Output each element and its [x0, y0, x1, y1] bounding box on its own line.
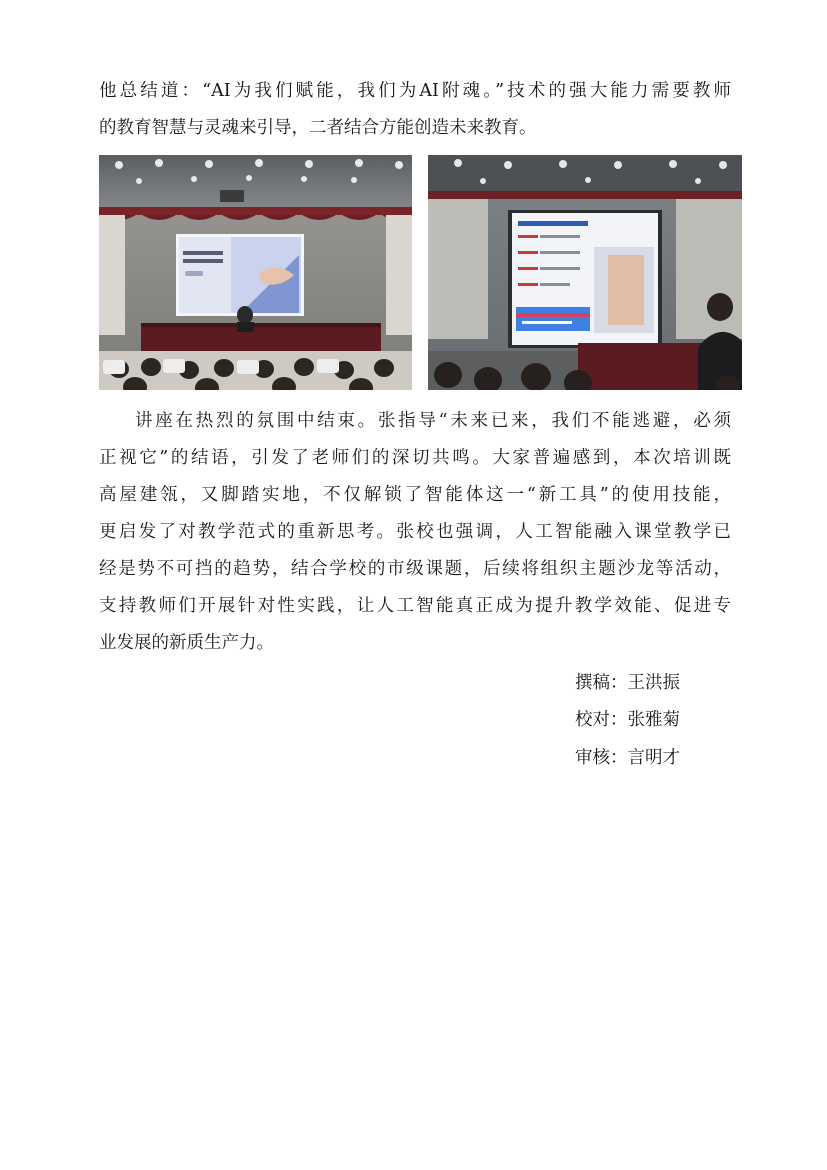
proofreader-credit: 校对：张雅菊: [575, 710, 680, 730]
closing-quote-paragraph: [99, 73, 731, 147]
lecture-hall-photo-left: [99, 155, 412, 390]
paragraph-line: 经是势不可挡的趋势，结合学校的市级课题，后续将组织主题沙龙等活动，: [99, 559, 731, 579]
paragraph-line: 高屋建瓴，又脚踏实地，不仅解锁了智能体这一“新工具”的使用技能，: [99, 485, 731, 505]
lecture-summary-paragraph: [99, 403, 731, 662]
paragraph-line: 业发展的新质生产力。: [99, 633, 274, 653]
paragraph-line: 正视它”的结语，引发了老师们的深切共鸣。大家普遍感到，本次培训既: [99, 448, 731, 468]
paragraph-line: 支持教师们开展针对性实践，让人工智能真正成为提升教学效能、促进专: [99, 596, 731, 616]
paragraph-line: 讲座在热烈的氛围中结束。张指导“未来已来，我们不能逃避，必须: [135, 411, 731, 431]
reviewer-credit: 审核：言明才: [575, 748, 680, 768]
paragraph-line: 更启发了对教学范式的重新思考。张校也强调，人工智能融入课堂教学已: [99, 522, 731, 542]
paragraph-line: 他总结道：“AI为我们赋能，我们为AI附魂。”技术的强大能力需要教师: [99, 81, 731, 101]
lecture-hall-photo-right: [428, 155, 742, 390]
author-credit: 撰稿：王洪振: [575, 673, 680, 693]
slide-heading-bar: [518, 221, 588, 226]
paragraph-line: 的教育智慧与灵魂来引导，二者结合方能创造未来教育。: [99, 118, 537, 138]
